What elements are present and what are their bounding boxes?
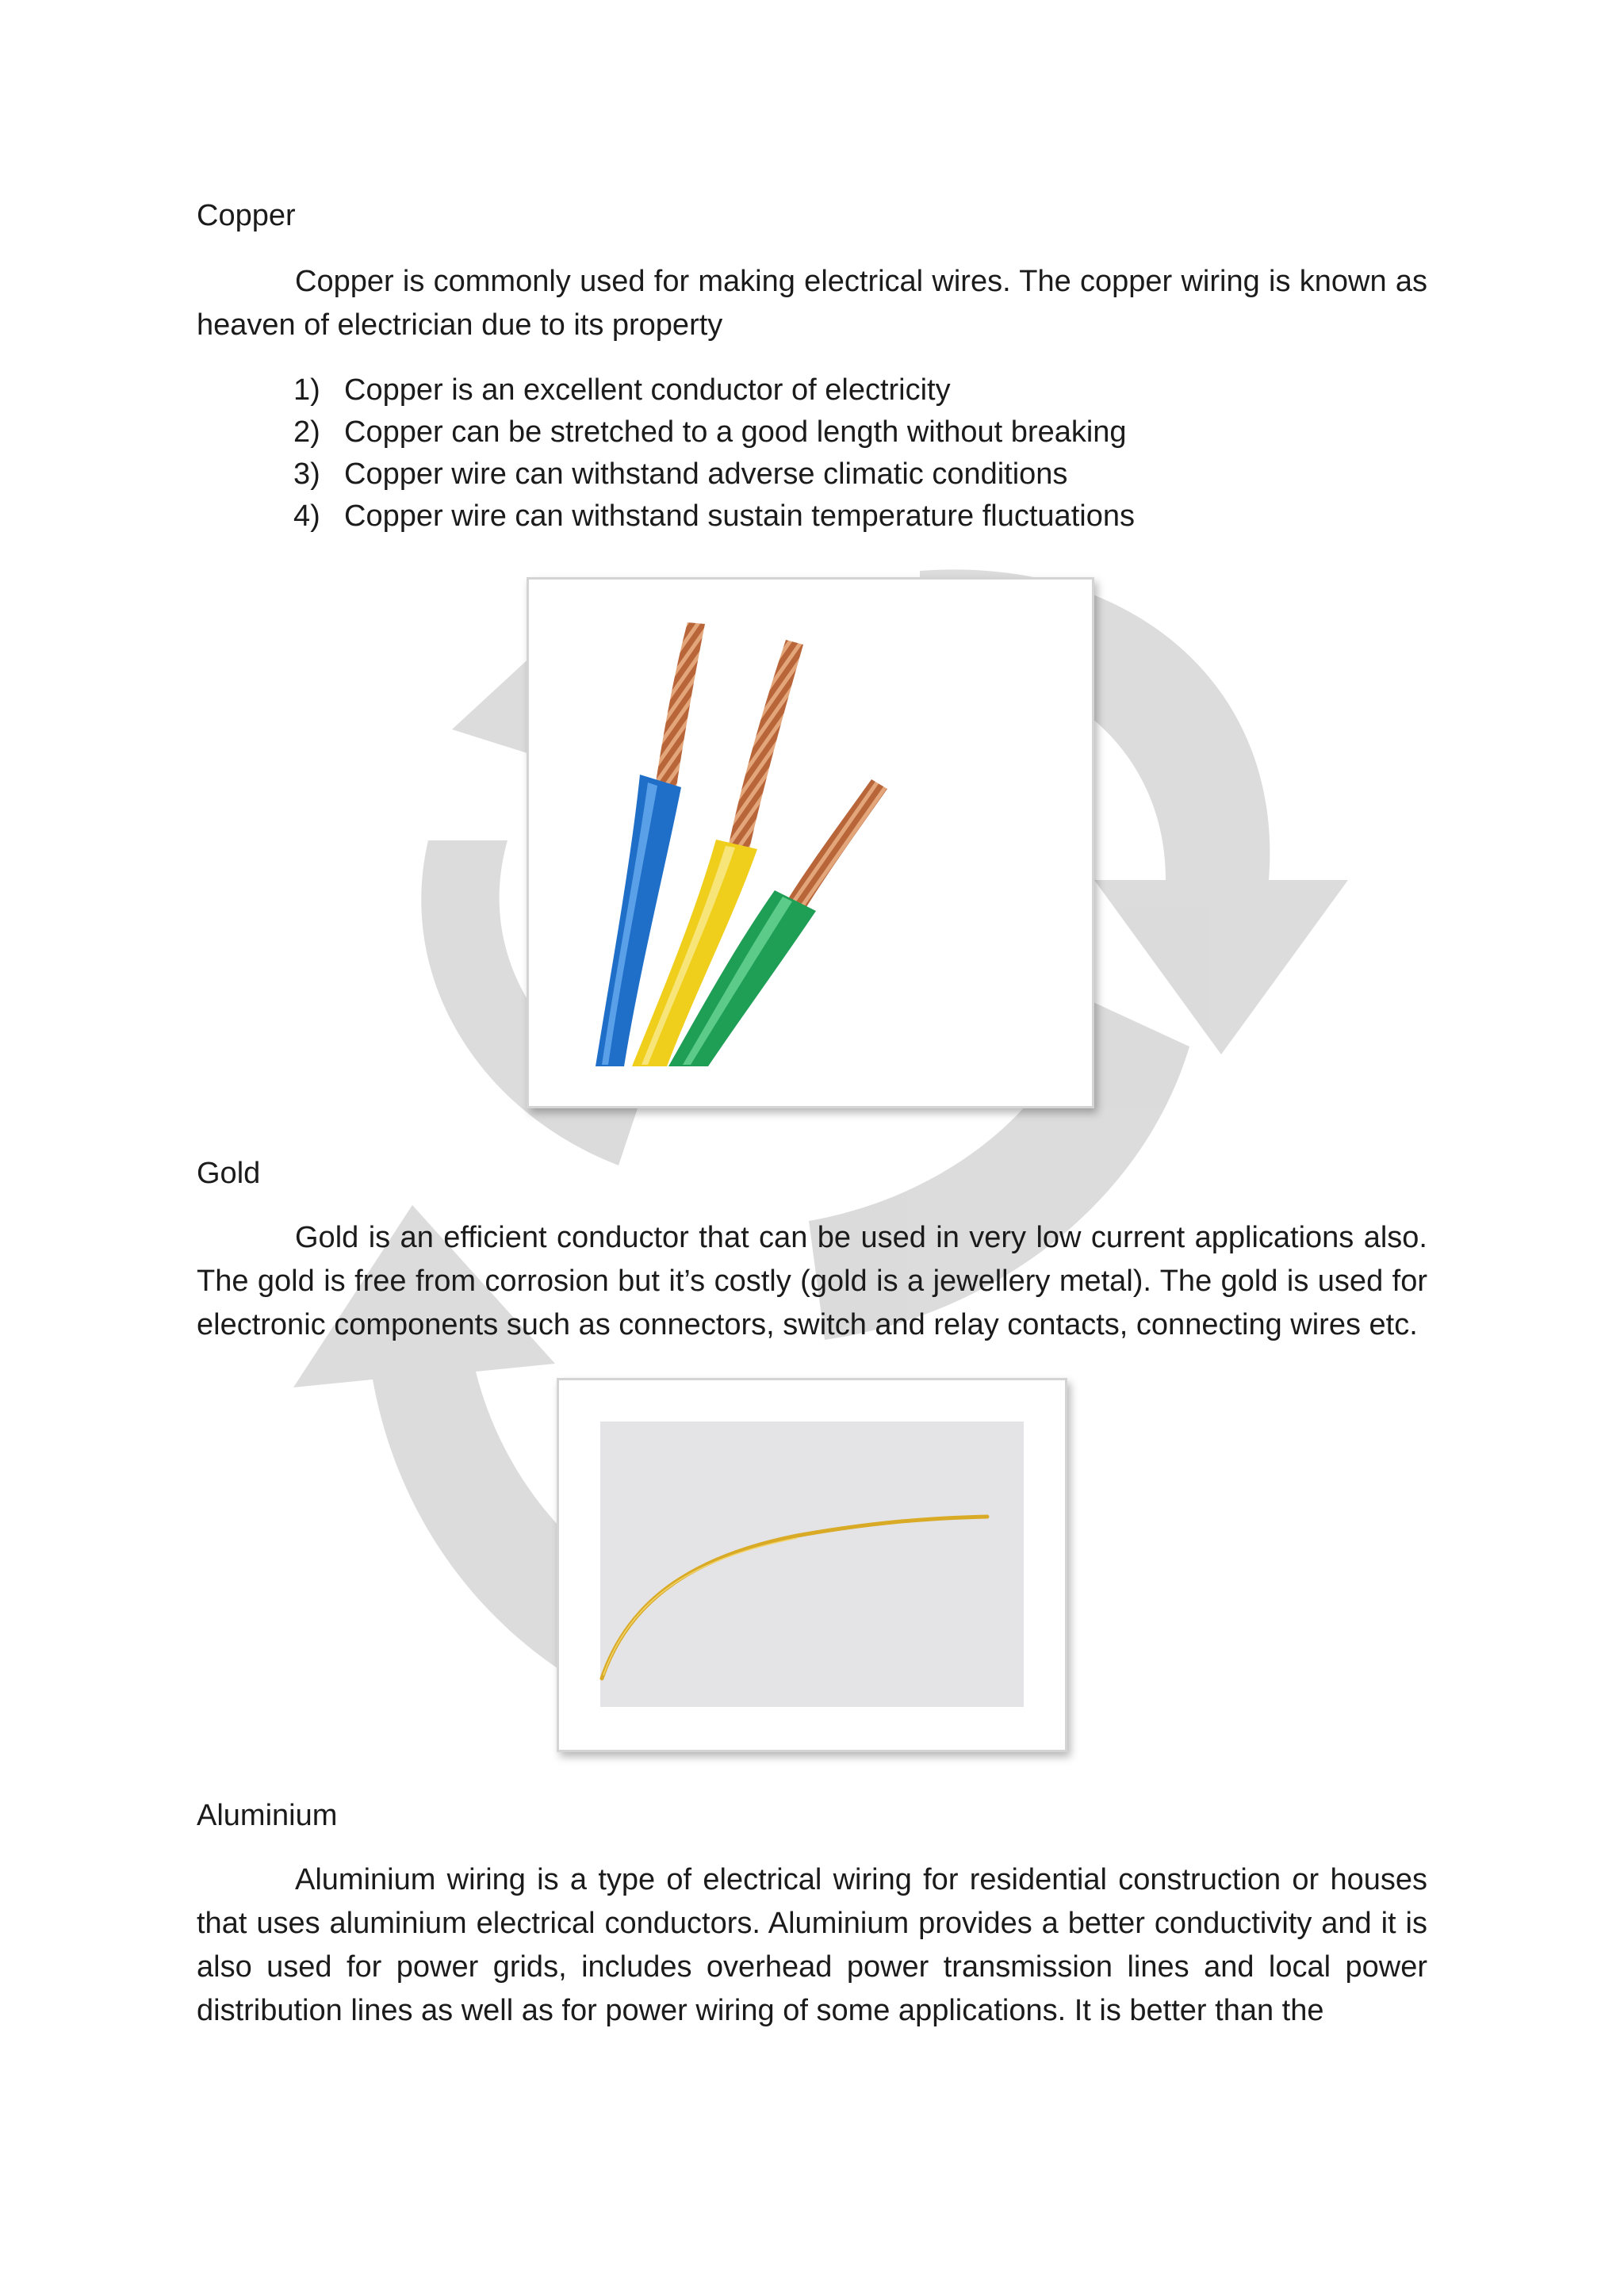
gold-paragraph <box>197 1216 1427 1347</box>
list-item <box>293 369 1135 411</box>
gold-wire-backdrop <box>600 1422 1024 1707</box>
list-item-text: Copper wire can withstand sustain temperature fluctuations <box>344 499 1135 533</box>
copper-strand-yellow <box>729 640 803 849</box>
copper-intro-text: Copper is commonly used for making electrical wires. The copper wiring is known as heaven of electrician due to its property <box>197 265 1427 342</box>
list-item-number: 1) <box>293 373 320 407</box>
copper-strand-blue <box>656 622 705 787</box>
aluminium-paragraph <box>197 1858 1427 2033</box>
list-item <box>293 411 1135 453</box>
list-item <box>293 453 1135 496</box>
list-item-text: Copper wire can withstand adverse climatic conditions <box>344 457 1068 491</box>
copper-heading: Copper <box>197 199 296 232</box>
gold-wire-image <box>557 1378 1067 1752</box>
copper-intro-paragraph <box>197 260 1427 347</box>
list-item <box>293 496 1135 538</box>
aluminium-body-text: Aluminium wiring is a type of electrical wiring for residential construction or houses that uses aluminium electrical conductors. Aluminium provides a better conductivity and it is also used for power grids, includes overhead power transmission lines and local power distribution lines as well as for power wiring of some applications. It is better than the <box>197 1863 1427 2027</box>
copper-strand-green <box>787 779 887 909</box>
list-item-number: 2) <box>293 415 320 449</box>
list-item-text: Copper is an excellent conductor of electricity <box>344 373 951 407</box>
copper-properties-list <box>293 369 1135 538</box>
copper-wires-image <box>527 577 1094 1108</box>
list-item-text: Copper can be stretched to a good length without breaking <box>344 415 1127 449</box>
gold-heading: Gold <box>197 1157 261 1190</box>
list-item-number: 4) <box>293 499 320 533</box>
list-item-number: 3) <box>293 457 320 491</box>
gold-body-text: Gold is an efficient conductor that can be used in very low current applications also. The gold is free from corrosion but it’s costly (gold is a jewellery metal). The gold is used for electronic components such as connectors, switch and relay contacts, connecting wires etc. <box>197 1221 1427 1341</box>
aluminium-heading: Aluminium <box>197 1799 338 1832</box>
